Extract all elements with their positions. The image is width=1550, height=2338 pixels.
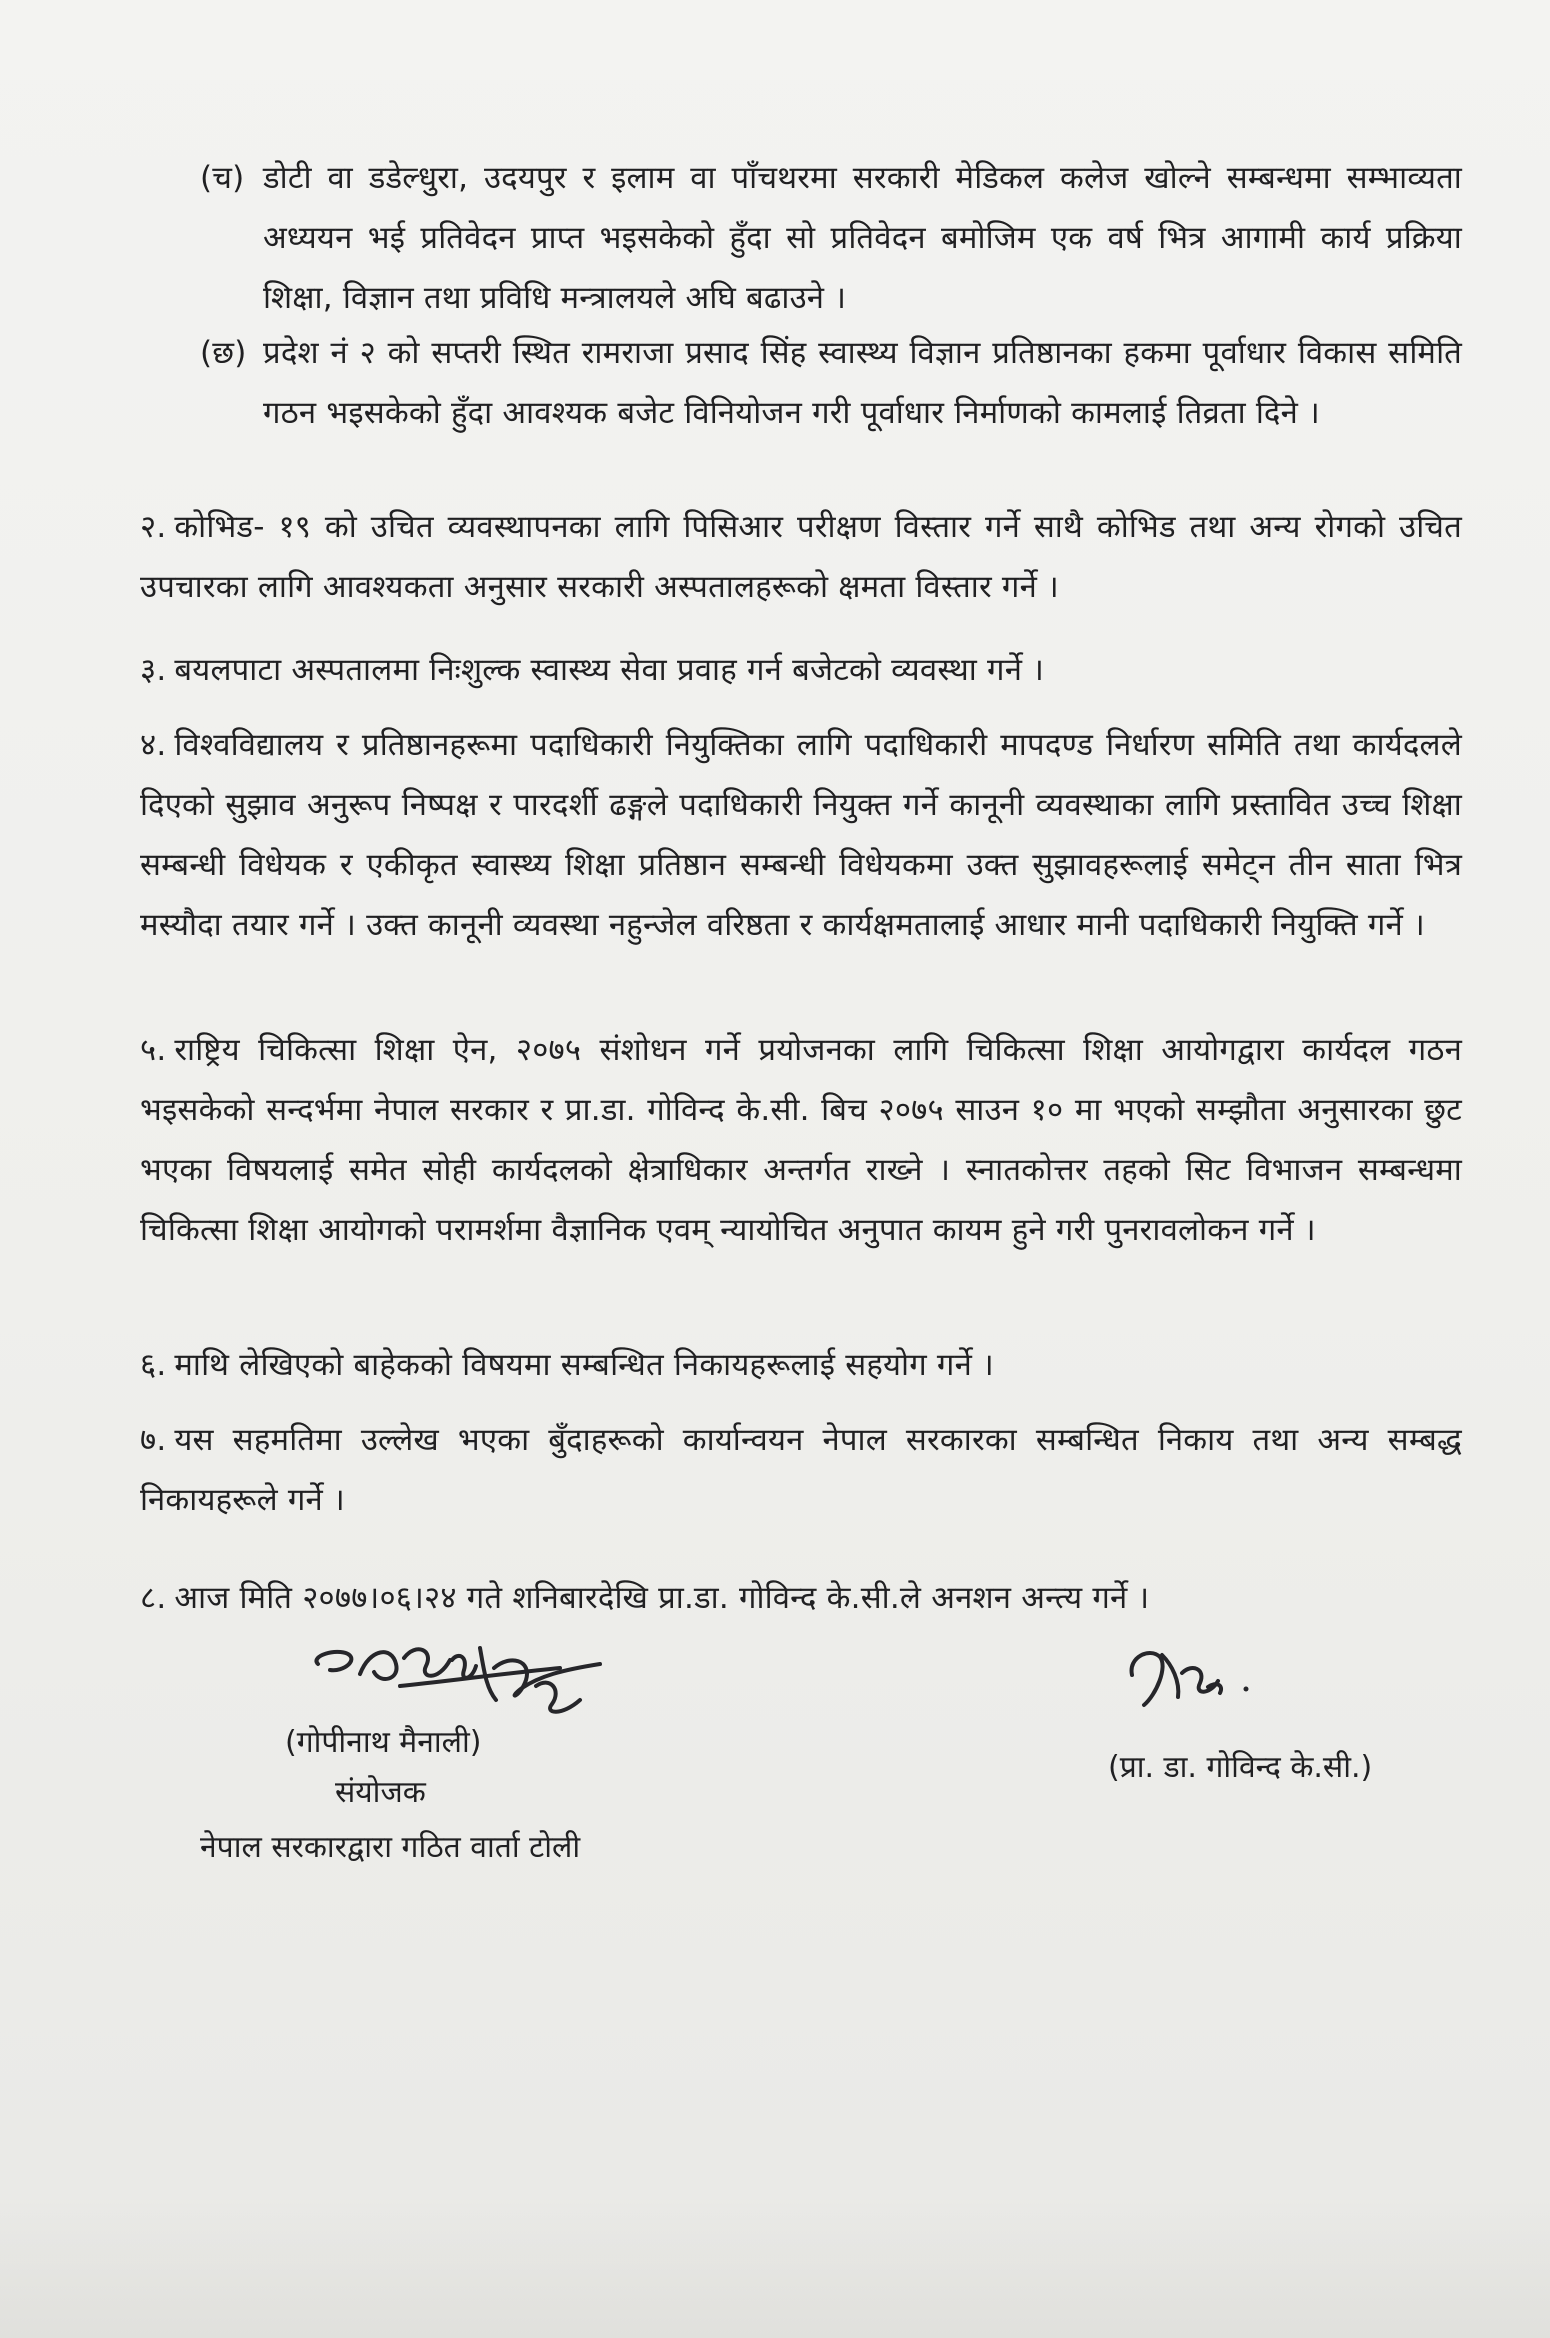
page-shadow: [0, 2198, 1550, 2338]
point-number: ३.: [140, 652, 167, 688]
point-number: २.: [140, 509, 167, 545]
point-number: ५.: [140, 1032, 167, 1068]
point-text: आज मिति २०७७।०६।२४ गते शनिबारदेखि प्रा.डा. गोविन्द के.सी.ले अनशन अन्त्य गर्ने ।: [174, 1580, 1150, 1616]
negotiation-team-label: नेपाल सरकारद्वारा गठित वार्ता टोली: [200, 1830, 581, 1865]
point-number: ८.: [140, 1580, 167, 1616]
point-2: [140, 497, 1462, 617]
signatory-role: संयोजक: [335, 1775, 426, 1810]
signature-block-right: [1050, 1635, 1470, 1795]
sub-item-marker: (च): [200, 160, 245, 196]
point-number: ६.: [140, 1347, 167, 1383]
point-5: [140, 1020, 1462, 1260]
point-7: [140, 1410, 1462, 1530]
point-number: ७.: [140, 1422, 167, 1458]
signatory-name-right: (प्रा. डा. गोविन्द के.सी.): [1108, 1750, 1373, 1785]
point-text: विश्वविद्यालय र प्रतिष्ठानहरूमा पदाधिकारी नियुक्तिका लागि पदाधिकारी मापदण्ड निर्धारण समिति तथा कार्यदलले दिएको सुझाव अनुरूप निष्पक्ष र पारदर्शी ढङ्गले पदाधिकारी नियुक्त गर्ने कानूनी व्यवस्थाका लागि प्रस्तावित उच्च शिक्षा सम्बन्धी विधेयक र एकीकृत स्वास्थ्य शिक्षा प्रतिष्ठान सम्बन्धी विधेयकमा उक्त सुझावहरूलाई समेट्न तीन साता भित्र मस्यौदा तयार गर्ने । उक्त कानूनी व्यवस्था नहुन्जेल वरिष्ठता र कार्यक्षमतालाई आधार मानी पदाधिकारी नियुक्ति गर्ने ।: [140, 727, 1462, 943]
sub-item-cha: [200, 148, 1462, 328]
point-text: बयलपाटा अस्पतालमा निःशुल्क स्वास्थ्य सेवा प्रवाह गर्न बजेटको व्यवस्था गर्ने ।: [174, 652, 1045, 688]
point-8: [140, 1568, 1462, 1628]
sub-item-text: डोटी वा डडेल्धुरा, उदयपुर र इलाम वा पाँचथरमा सरकारी मेडिकल कलेज खोल्ने सम्बन्धमा सम्भाव्यता अध्ययन भई प्रतिवेदन प्राप्त भइसकेको हुँदा सो प्रतिवेदन बमोजिम एक वर्ष भित्र आगामी कार्य प्रक्रिया शिक्षा, विज्ञान तथा प्रविधि मन्त्रालयले अघि बढाउने ।: [263, 160, 1462, 316]
point-3: [140, 640, 1462, 700]
point-4: [140, 715, 1462, 955]
handwritten-signature-right: [1120, 1635, 1280, 1725]
point-6: [140, 1335, 1462, 1395]
sub-item-marker: (छ): [200, 335, 247, 371]
sub-item-chha: [200, 323, 1462, 443]
signature-block-left: [0, 1630, 760, 1890]
point-text: राष्ट्रिय चिकित्सा शिक्षा ऐन, २०७५ संशोधन गर्ने प्रयोजनका लागि चिकित्सा शिक्षा आयोगद्वारा कार्यदल गठन भइसकेको सन्दर्भमा नेपाल सरकार र प्रा.डा. गोविन्द के.सी. बिच २०७५ साउन १० मा भएको सम्झौता अनुसारका छुट भएका विषयलाई समेत सोही कार्यदलको क्षेत्राधिकार अन्तर्गत राख्ने । स्नातकोत्तर तहको सिट विभाजन सम्बन्धमा चिकित्सा शिक्षा आयोगको परामर्शमा वैज्ञानिक एवम् न्यायोचित अनुपात कायम हुने गरी पुनरावलोकन गर्ने ।: [140, 1032, 1462, 1248]
point-number: ४.: [140, 727, 167, 763]
sub-item-text: प्रदेश नं २ को सप्तरी स्थित रामराजा प्रसाद सिंह स्वास्थ्य विज्ञान प्रतिष्ठानका हकमा पूर्वाधार विकास समिति गठन भइसकेको हुँदा आवश्यक बजेट विनियोजन गरी पूर्वाधार निर्माणको कामलाई तिव्रता दिने ।: [263, 335, 1462, 431]
point-text: माथि लेखिएको बाहेकको विषयमा सम्बन्धित निकायहरूलाई सहयोग गर्ने ।: [174, 1347, 994, 1383]
point-text: कोभिड- १९ को उचित व्यवस्थापनका लागि पिसिआर परीक्षण विस्तार गर्ने साथै कोभिड तथा अन्य रोगको उचित उपचारका लागि आवश्यकता अनुसार सरकारी अस्पतालहरूको क्षमता विस्तार गर्ने ।: [140, 509, 1462, 605]
point-text: यस सहमतिमा उल्लेख भएका बुँदाहरूको कार्यान्वयन नेपाल सरकारका सम्बन्धित निकाय तथा अन्य सम्बद्ध निकायहरूले गर्ने ।: [140, 1422, 1462, 1518]
signatory-name-left: (गोपीनाथ मैनाली): [285, 1725, 482, 1760]
